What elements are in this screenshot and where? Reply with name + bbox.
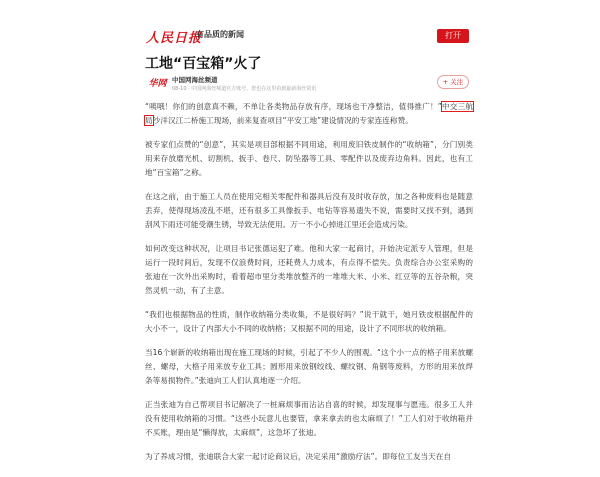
author-meta: 08-10 · 中国网海丝频道官方账号，您也在这里看到最新海丝资讯 [172,86,317,92]
open-app-button[interactable]: 打开 [437,29,469,43]
author-name[interactable]: 中国网海丝频道 [172,76,218,84]
app-logo: 人民日报 [146,31,203,46]
article-paragraph: 在这之前，由于施工人员在使用完相关零配件和器具后没有及时收存放，加之各种废料也是随意丢弃，使得现场凌乱不堪，还有很多工具像扳手、电钻等容易遗失不说，需要时又找不到，遇到刮风下雨还可能受潮生锈，导致无法使用。万一不小心掉进江里还会造成污染。 [145,192,473,229]
article-paragraph: 被专家们点赞的“创意”，其实是项目部根据不同用途，利用废旧铁皮制作的“收纳箱”，分门别类用来存放磨光机、切割机、扳手、卷尺、防坠器等工具、零配件以及废弃边角料。因此，也有工地“百宝箱”之称。 [145,140,473,177]
article-paragraph: “咦哦！你们的创意真不赖，不单让各类物品存放有序，现场也干净整洁，值得推广！”中交三航局沙洋汉江二桥施工现场，前来复查项目“平安工地”建设情况的专家连连称赞。 [145,102,473,125]
top-bar [0,0,600,46]
author-avatar[interactable] [145,74,170,91]
author-avatar-text: 华网 [148,79,167,89]
article-paragraph: “我们也根据物品的性质，制作收纳箱分类收集，不是很好吗？”说干就干，她月铁皮根据配件的大小不一，设计了内部大小不同的收纳格；又根据不同的用途，设计了不同形状的收纳箱。 [145,310,473,333]
article-paragraph: 如何改变这种状况，让项目书记张德运犯了难。他和大家一起商讨，开始决定派专人管理，但是运行一段时间后，发现不仅浪费时间，还耗费人力成本，有点得不偿失。负责综合办公室采购的张迪在一次外出采购时，看着超市里分类堆放整齐的一堆堆大米、小米、红豆等的五谷杂粮，突然灵机一动，有了主意。 [145,244,473,295]
article-paragraph: 当16个崭新的收纳箱出现在施工现场的时候，引起了不少人的围观。“这个小一点的格子用来放螺丝、螺母，大格子用来放专业工具；圆形用来放钢绞线、螺纹钢、角钢等废料，方形的用来放焊条等易损物件。”张迪向工人们认真地逐一介绍。 [145,348,473,385]
article-title: 工地“百宝箱”火了 [145,56,262,72]
highlighted-org-name: 中交三航局 [145,102,473,125]
app-slogan: 有品质的新闻 [196,30,244,39]
follow-button[interactable]: + 关注 [437,75,469,89]
article-body [145,100,473,474]
article-paragraph: 为了养成习惯，张迪联合大家一起讨论商议后，决定采用“激励疗法”。即每位工友当天在自 [145,452,452,461]
article-paragraph: 正当张迪为自己帮项目书记解决了一桩麻烦事而沾沾自喜的时候，却发现事与愿违。很多工人并没有使用收纳箱的习惯。“这些小玩意儿也要管，拿来拿去的也太麻烦了！”工人们对于收纳箱并不买账，理由是“懒得放，太麻烦”，这急坏了张迪。 [145,400,473,437]
